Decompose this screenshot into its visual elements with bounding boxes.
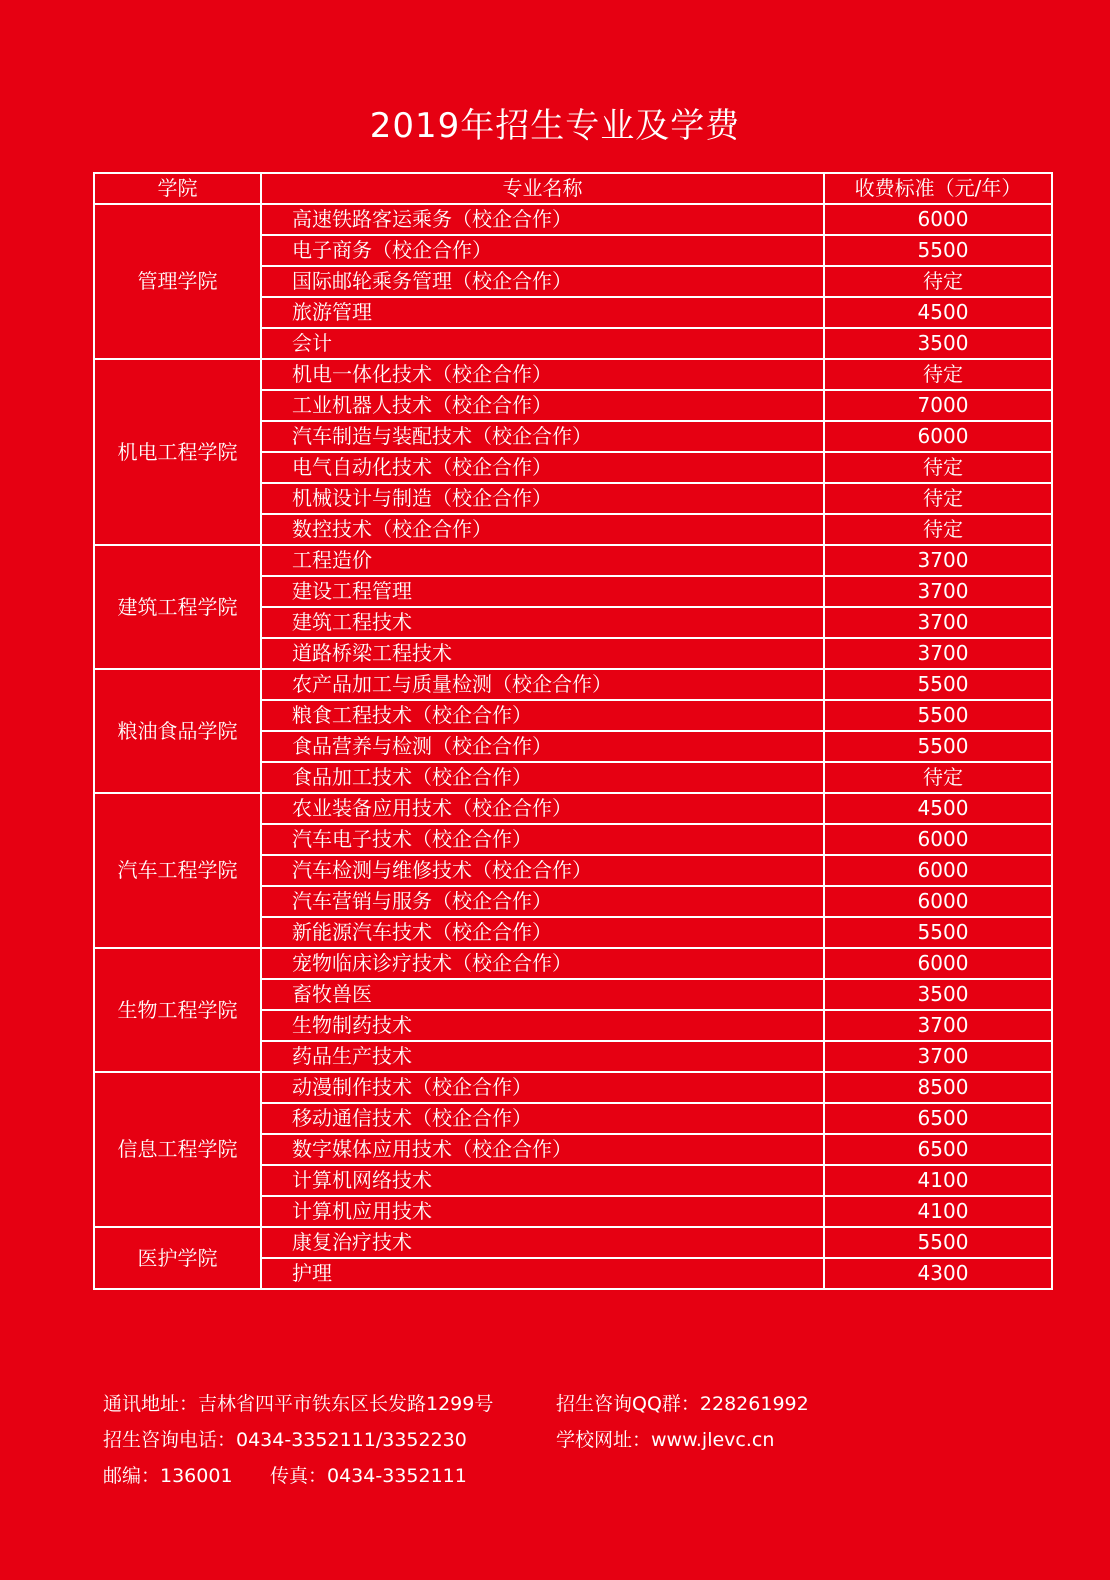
major-name-cell: 会计 [261,328,824,359]
table-body [94,204,1052,1289]
college-cell: 医护学院 [94,1227,261,1289]
college-cell: 信息工程学院 [94,1072,261,1227]
address-text: 通讯地址：吉林省四平市铁东区长发路1299号 [103,1393,494,1415]
major-name-cell: 计算机网络技术 [261,1165,824,1196]
fee-cell: 3700 [824,638,1052,669]
major-name-cell: 药品生产技术 [261,1041,824,1072]
header-major: 专业名称 [261,173,824,204]
major-name-cell: 机械设计与制造（校企合作） [261,483,824,514]
fax-text: 传真：0434-3352111 [270,1465,467,1487]
website-text: 学校网址：www.jlevc.cn [556,1429,775,1451]
fee-cell: 4100 [824,1196,1052,1227]
major-name-cell: 道路桥梁工程技术 [261,638,824,669]
major-name-cell: 汽车检测与维修技术（校企合作） [261,855,824,886]
table-row [94,948,1052,979]
page-title: 2019年招生专业及学费 [369,106,741,146]
fee-cell: 5500 [824,669,1052,700]
major-name-cell: 汽车营销与服务（校企合作） [261,886,824,917]
fee-cell: 5500 [824,1227,1052,1258]
fee-cell: 待定 [824,483,1052,514]
major-name-cell: 新能源汽车技术（校企合作） [261,917,824,948]
fee-cell: 6000 [824,948,1052,979]
major-name-cell: 数字媒体应用技术（校企合作） [261,1134,824,1165]
major-name-cell: 宠物临床诊疗技术（校企合作） [261,948,824,979]
header-college: 学院 [94,173,261,204]
table-row [94,793,1052,824]
major-name-cell: 汽车电子技术（校企合作） [261,824,824,855]
table-row [94,669,1052,700]
fee-cell: 3500 [824,328,1052,359]
fee-cell: 6500 [824,1134,1052,1165]
major-name-cell: 食品加工技术（校企合作） [261,762,824,793]
major-name-cell: 工程造价 [261,545,824,576]
fee-cell: 4100 [824,1165,1052,1196]
fee-cell: 待定 [824,762,1052,793]
table-row [94,204,1052,235]
table-row [94,545,1052,576]
fee-cell: 3700 [824,545,1052,576]
fee-cell: 待定 [824,514,1052,545]
college-cell: 管理学院 [94,204,261,359]
fee-cell: 3500 [824,979,1052,1010]
table-row [94,1072,1052,1103]
header-fee: 收费标准（元/年） [824,173,1052,204]
major-name-cell: 工业机器人技术（校企合作） [261,390,824,421]
fee-cell: 4500 [824,297,1052,328]
major-name-cell: 计算机应用技术 [261,1196,824,1227]
fee-cell: 待定 [824,266,1052,297]
fee-cell: 6000 [824,824,1052,855]
major-name-cell: 康复治疗技术 [261,1227,824,1258]
table-header-row [94,173,1052,204]
fee-cell: 3700 [824,1041,1052,1072]
major-name-cell: 食品营养与检测（校企合作） [261,731,824,762]
college-cell: 建筑工程学院 [94,545,261,669]
major-name-cell: 数控技术（校企合作） [261,514,824,545]
major-name-cell: 汽车制造与装配技术（校企合作） [261,421,824,452]
postcode-text: 邮编：136001 [103,1465,233,1487]
college-cell: 汽车工程学院 [94,793,261,948]
fee-cell: 5500 [824,235,1052,266]
major-name-cell: 机电一体化技术（校企合作） [261,359,824,390]
fee-cell: 6500 [824,1103,1052,1134]
qq-group-text: 招生咨询QQ群：228261992 [556,1393,809,1415]
fee-cell: 5500 [824,917,1052,948]
major-name-cell: 电子商务（校企合作） [261,235,824,266]
major-name-cell: 畜牧兽医 [261,979,824,1010]
fee-cell: 6000 [824,421,1052,452]
fee-cell: 3700 [824,576,1052,607]
major-name-cell: 粮食工程技术（校企合作） [261,700,824,731]
fee-cell: 3700 [824,607,1052,638]
table-row [94,359,1052,390]
major-name-cell: 护理 [261,1258,824,1289]
fee-cell: 4300 [824,1258,1052,1289]
fee-cell: 5500 [824,731,1052,762]
major-name-cell: 建筑工程技术 [261,607,824,638]
major-name-cell: 农产品加工与质量检测（校企合作） [261,669,824,700]
major-name-cell: 建设工程管理 [261,576,824,607]
fee-table [93,172,1053,1290]
major-name-cell: 电气自动化技术（校企合作） [261,452,824,483]
major-name-cell: 旅游管理 [261,297,824,328]
college-cell: 生物工程学院 [94,948,261,1072]
major-name-cell: 国际邮轮乘务管理（校企合作） [261,266,824,297]
fee-cell: 6000 [824,855,1052,886]
fee-cell: 8500 [824,1072,1052,1103]
fee-cell: 4500 [824,793,1052,824]
fee-cell: 6000 [824,886,1052,917]
college-cell: 粮油食品学院 [94,669,261,793]
phone-text: 招生咨询电话：0434-3352111/3352230 [103,1429,467,1451]
table-row [94,1227,1052,1258]
fee-cell: 待定 [824,452,1052,483]
fee-cell: 6000 [824,204,1052,235]
fee-cell: 7000 [824,390,1052,421]
fee-cell: 3700 [824,1010,1052,1041]
college-cell: 机电工程学院 [94,359,261,545]
major-name-cell: 动漫制作技术（校企合作） [261,1072,824,1103]
major-name-cell: 农业装备应用技术（校企合作） [261,793,824,824]
major-name-cell: 高速铁路客运乘务（校企合作） [261,204,824,235]
major-name-cell: 生物制药技术 [261,1010,824,1041]
fee-cell: 待定 [824,359,1052,390]
fee-cell: 5500 [824,700,1052,731]
major-name-cell: 移动通信技术（校企合作） [261,1103,824,1134]
